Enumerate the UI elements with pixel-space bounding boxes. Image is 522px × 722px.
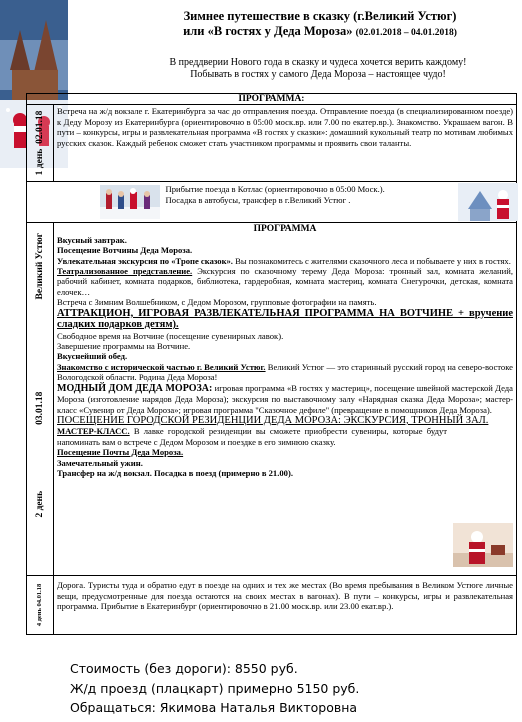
- day2-fashion: [57, 383, 513, 415]
- day2-date-text: 03.01.18: [34, 391, 45, 426]
- arrival-photo-cell: [27, 182, 54, 223]
- day2-label-cell: [27, 223, 54, 576]
- day2-excursion-text: Вы познакомитесь с жителями сказочного леса и побываете у них в гостях.: [235, 255, 511, 266]
- program-header: ПРОГРАММА:: [27, 94, 517, 105]
- day2-end: Завершение программы на Вотчине.: [57, 341, 191, 352]
- day4-text: Дорога. Туристы туда и обратно едут в поезде на одних и тех же местах (Во время пребывания в Великом Устюге личные вещи, предусмотренные для поезда остаются на своих местах в вагонах). В пути – конкурсы, игры и развлекательная программа. Прибытие в Екатеринбург (ориентировочно в 21.00 моск.вр. или 23.00 екат.вр.).: [54, 576, 517, 635]
- day2-attraction: АТТРАКЦИОН, ИГРОВАЯ РАЗВЛЕКАТЕЛЬНАЯ ПРОГРАММА НА ВОТЧИНЕ + вручение сладких подарков детям).: [57, 307, 513, 331]
- day2-residence: ПОСЕЩЕНИЕ ГОРОДСКОЙ РЕЗИДЕНЦИИ ДЕДА МОРОЗА: ЭКСКУРСИЯ, ТРОННЫЙ ЗАЛ.: [57, 414, 489, 426]
- day2-history-text: Великий Устюг — это старинный русский город на северо-востоке Вологодской области. Родина Деда Мороза!: [57, 361, 513, 383]
- day2-label-text: 2 день: [34, 491, 45, 518]
- day2-breakfast: Вкусный завтрак.: [57, 234, 127, 245]
- intro-line-2: Побывать в гостях у самого Деда Мороза – настоящее чудо!: [190, 69, 446, 80]
- train-price: Ж/д проезд (плацкарт) примерно 5150 руб.: [70, 681, 360, 696]
- arrival-text: [166, 184, 426, 205]
- day2-transfer: Трансфер на ж/д вокзал. Посадка в поезд (примерно в 21.00).: [57, 468, 293, 479]
- day2-free-time: Свободное время на Вотчине (посещение сувенирных лавок).: [57, 330, 284, 341]
- day2-date: [35, 392, 45, 425]
- day2-place-text: Великий Устюг: [34, 233, 45, 300]
- day2-fashion-title: МОДНЫЙ ДОМ ДЕДА МОРОЗА:: [57, 382, 213, 394]
- day2-post: Посещение Почты Деда Мороза.: [57, 447, 184, 458]
- page-title: [150, 9, 490, 41]
- day4-day: 4 день: [35, 608, 43, 627]
- title-line-1: Зимнее путешествие в сказку (г.Великий Устюг): [183, 9, 457, 23]
- day1-date: 02.01.18: [34, 111, 45, 145]
- contact: Обращаться: Якимова Наталья Викторовна: [70, 700, 358, 715]
- day2-fashion-text: игровая программа «В гостях у мастериц», посещение швейной мастерской Деда Мороза (изготовление нарядов Деда Мороза); экскурсия по выставочному залу «Нарядная сказка Деда Мороза»; мастер-класс «Сувенир от Деда Мороза»; игровая программа "Сказочное дефиле" (превращение в помощников Деда Мороза).: [57, 382, 513, 415]
- day2-master-text: В лавке городской резиденции вы сможете приобрести сувениры, которые будут напоминать вам о встрече с Дедом Морозом и поездке в его зимнюю сказку.: [57, 426, 447, 447]
- day2-label: [35, 491, 45, 518]
- day2-show: [57, 266, 513, 297]
- day1-label: [35, 111, 45, 176]
- day1-day: 1 день: [34, 149, 45, 176]
- day1-label-cell: [27, 105, 54, 182]
- day2-history-title: Знакомство с исторической частью г. Великий Устюг.: [57, 361, 266, 372]
- day2-show-title: Театрализованное представление.: [57, 266, 193, 277]
- title-subtitle: или «В гостях у Деда Мороза»: [183, 24, 353, 38]
- day4-label: [35, 584, 45, 627]
- day2-visit: Посещение Вотчины Деда Мороза.: [57, 245, 193, 256]
- day2-place: [35, 233, 45, 300]
- arrival-cell: [54, 182, 517, 223]
- title-dates: (02.01.2018 – 04.01.2018): [355, 28, 457, 38]
- festival-photo: [100, 185, 160, 219]
- day2-header: ПРОГРАММА: [253, 224, 317, 235]
- day2-excursion-title: Увлекательная экскурсия по «Тропе сказок».: [57, 255, 233, 266]
- day2-master-title: МАСТЕР-КЛАСС.: [57, 426, 130, 437]
- day2-show-text: Экскурсия по сказочному терему Деда Мороза: тронный зал, комната желаний, рабочий кабинет, комната подарков, библиотека, гардеробная, комната мастериц, комната Снегурочки, детская, комната елочек…: [57, 266, 513, 297]
- day2-excursion: [57, 256, 513, 266]
- day2-history: [57, 362, 513, 383]
- price: Стоимость (без дороги): 8550 руб.: [70, 661, 298, 676]
- day2-master: [57, 426, 513, 447]
- day4-label-cell: [27, 576, 54, 635]
- title-line-2: [150, 24, 490, 41]
- intro-text: [128, 57, 508, 81]
- arrival-line-1: Прибытие поезда в Котлас (ориентировочно в 05:00 Моск.).: [165, 184, 385, 195]
- santa-bottom-photo: [453, 523, 513, 567]
- day2-text: [54, 223, 517, 576]
- day2-dinner: Замечательный ужин.: [57, 457, 143, 468]
- day1-text: Встреча на ж/д вокзале г. Екатеринбурга за час до отправления поезда. Отправление поезда (в специализированном поезде) к Деду Морозу из Екатеринбурга (ориентировочно в 05:00 моск.вр. или 7.00 по екатер.вр.). Знакомство. Украшаем вагон. В пути – конкурсы, игры и развлекательная программа «В гостях у сказки»: домашний кукольный театр по мотивам любимых русских сказок. Каждый ребенок сможет стать участником программы и проявить свои таланты.: [54, 105, 517, 182]
- intro-line-1: В преддверии Нового года в сказку и чудеса хочется верить каждому!: [169, 57, 467, 68]
- day2-wizard: Встреча с Зимним Волшебником, с Дедом Морозом, групповые фотографии на память.: [57, 297, 377, 308]
- day2-lunch: Вкуснейший обед.: [57, 351, 128, 362]
- program-table: [26, 93, 517, 635]
- arrival-line-2: Посадка в автобусы, трансфер в г.Великий Устюг .: [165, 194, 351, 205]
- santa-photo: [458, 183, 518, 221]
- day4-date: 04.01.18: [35, 584, 43, 607]
